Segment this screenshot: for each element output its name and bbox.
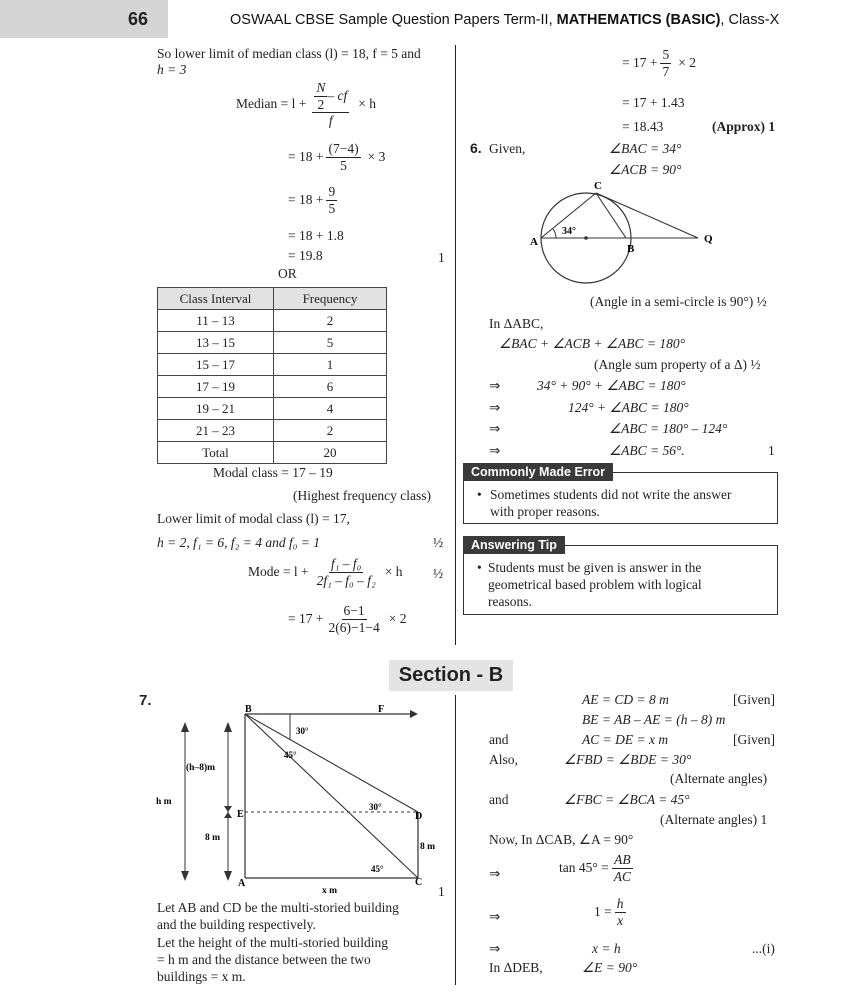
table-row: 21 – 23 2 bbox=[158, 420, 387, 442]
implies-arrow: ⇒ bbox=[489, 866, 501, 881]
q7-r-also: Also, bbox=[489, 752, 518, 767]
answering-tip-line2: geometrical based problem with logical bbox=[488, 577, 702, 592]
tan45-eq: tan 45° = $\frac{AB}{AC}$ bbox=[559, 852, 632, 884]
implies-arrow: ⇒ bbox=[489, 941, 501, 956]
q7-r-l5: ∠FBC = ∠BCA = 45° bbox=[564, 792, 690, 807]
median-intro-line1: So lower limit of median class (l) = 18, f = 5 and bbox=[157, 46, 421, 61]
answering-tip-title: Answering Tip bbox=[463, 536, 565, 554]
highest-frequency-note: (Highest frequency class) bbox=[293, 488, 431, 503]
table-row: 15 – 17 1 bbox=[158, 354, 387, 376]
q7-r-now: Now, In ΔCAB, ∠A = 90° bbox=[489, 832, 634, 847]
or-label: OR bbox=[278, 266, 297, 281]
in-triangle-abc: In ΔABC, bbox=[489, 316, 544, 331]
table-row: 17 – 19 6 bbox=[158, 376, 387, 398]
q7-text-line3: Let the height of the multi-storied building bbox=[157, 935, 388, 950]
median-mark: 1 bbox=[438, 250, 445, 265]
dim-left-mid2 bbox=[224, 812, 232, 818]
q6-number: 6. bbox=[470, 140, 482, 156]
point-e-label: E bbox=[237, 809, 244, 820]
table-row: 11 – 13 2 bbox=[158, 310, 387, 332]
modal-lower-limit: Lower limit of modal class (l) = 17, bbox=[157, 511, 350, 526]
table-header-frequency: Frequency bbox=[274, 288, 387, 310]
angle-34-label: 34° bbox=[562, 226, 576, 237]
q7-number: 7. bbox=[139, 692, 152, 709]
page-number-box bbox=[0, 0, 168, 38]
mode-step2: = 17 + $\frac{6-1}{2(6)-1-4}$ × 2 bbox=[288, 603, 407, 635]
section-heading: Section - B bbox=[389, 660, 513, 691]
in-triangle-deb: In ΔDEB, bbox=[489, 960, 543, 975]
q7-r-l4: ∠FBD = ∠BDE = 30° bbox=[564, 752, 692, 767]
q6-given-angle2: ∠ACB = 90° bbox=[609, 162, 682, 177]
q7-fig-mark: 1 bbox=[438, 884, 445, 899]
common-error-title: Commonly Made Error bbox=[463, 463, 613, 481]
median-intro-line2: h = 3 bbox=[157, 62, 187, 77]
common-error-line2: with proper reasons. bbox=[490, 504, 600, 519]
median-step3: = 18 + $\frac{9}{5}$ bbox=[288, 184, 336, 216]
line-bc bbox=[245, 714, 418, 878]
q7-r-alt1: (Alternate angles) bbox=[670, 771, 768, 786]
dim-left-mid bbox=[224, 806, 232, 812]
label-h-minus-8: (h–8)m bbox=[186, 763, 216, 773]
q7-r-l1-note: [Given] bbox=[733, 692, 775, 707]
column-divider-bottom bbox=[455, 695, 456, 985]
point-f-label: F bbox=[378, 704, 385, 715]
median-step4: = 18 + 1.8 bbox=[288, 228, 344, 243]
point-c-label: C bbox=[415, 877, 423, 888]
angle-30-top: 30° bbox=[296, 726, 309, 736]
page-number: 66 bbox=[128, 9, 149, 29]
point-d-label: D bbox=[415, 811, 423, 822]
q7-r-l3-note: [Given] bbox=[733, 732, 775, 747]
header-title: OSWAAL CBSE Sample Question Papers Term-II, MATHEMATICS (BASIC), Class-X bbox=[230, 12, 780, 28]
answering-tip-bullet: • bbox=[477, 560, 482, 575]
angle-45-top: 45° bbox=[284, 750, 297, 760]
q7-text-line5: buildings = x m. bbox=[157, 969, 246, 984]
angle-sum-note: (Angle sum property of a Δ) ½ bbox=[594, 357, 761, 372]
center-point bbox=[584, 236, 588, 240]
q7-r-alt2: (Alternate angles) 1 bbox=[660, 812, 768, 827]
common-error-line1: Sometimes students did not write the answer bbox=[490, 487, 732, 502]
table-row-total: Total 20 bbox=[158, 442, 387, 464]
mode-formula: Mode = l + $\frac{\text{f₁ – f₀}}{\text{2f₁ – f₀ – f₂}}$ × h bbox=[248, 556, 403, 588]
label-hm: h m bbox=[156, 797, 172, 807]
q7-r-l3: AC = DE = x m bbox=[582, 732, 669, 747]
table-header-class: Class Interval bbox=[158, 288, 274, 310]
arrow-f bbox=[410, 710, 418, 718]
point-b-label: B bbox=[627, 243, 635, 255]
q7-r-and2: and bbox=[489, 792, 509, 807]
table-row: 19 – 21 4 bbox=[158, 398, 387, 420]
column-divider-top bbox=[455, 45, 456, 645]
point-c-label: C bbox=[594, 180, 602, 192]
median-formula: Median = l + $\frac{N}{2}$ – cf f × h bbox=[236, 80, 376, 129]
mode-step5: = 18.43 bbox=[622, 119, 664, 134]
angle-e-90: ∠E = 90° bbox=[582, 960, 638, 975]
common-error-bullet: • bbox=[477, 487, 482, 502]
point-a-label: A bbox=[530, 236, 538, 248]
implies-arrow: ⇒ bbox=[489, 421, 501, 436]
q6-eq1: ∠BAC + ∠ACB + ∠ABC = 180° bbox=[499, 336, 686, 351]
mode-step3: = 17 + $\frac{5}{7}$ × 2 bbox=[622, 47, 696, 79]
median-step2: = 18 + $\frac{(7-4)}{5}$ × 3 bbox=[288, 141, 386, 173]
angle-arc bbox=[553, 229, 556, 238]
angle-45-c: 45° bbox=[371, 864, 384, 874]
q6-eq5: ∠ABC = 56°. bbox=[609, 443, 685, 458]
implies-arrow: ⇒ bbox=[489, 378, 501, 393]
q7-text-line1: Let AB and CD be the multi-storied building bbox=[157, 900, 399, 915]
q6-mark: 1 bbox=[768, 443, 775, 458]
label-8m-right: 8 m bbox=[420, 842, 436, 852]
equation-ref: ...(i) bbox=[752, 941, 775, 956]
implies-arrow: ⇒ bbox=[489, 443, 501, 458]
circle-tangent-figure bbox=[520, 178, 730, 288]
q7-text-line4: = h m and the distance between the two bbox=[157, 952, 371, 967]
semi-circle-note: (Angle in a semi-circle is 90°) ½ bbox=[590, 294, 767, 309]
q6-eq4: ∠ABC = 180° – 124° bbox=[609, 421, 728, 436]
modal-params: h = 2, f₁ = 6, f₂ = 4 and f₀ = 1 bbox=[157, 535, 321, 550]
table-header-row bbox=[158, 288, 387, 310]
implies-arrow: ⇒ bbox=[489, 909, 501, 924]
approx-mark: (Approx) 1 bbox=[712, 119, 776, 134]
dim-left-up bbox=[224, 722, 232, 732]
dim-left-down bbox=[224, 871, 232, 881]
table-row: 13 – 15 5 bbox=[158, 332, 387, 354]
x-equals-h: x = h bbox=[592, 941, 621, 956]
height-distance-figure bbox=[150, 700, 450, 900]
mode-step4: = 17 + 1.43 bbox=[622, 95, 685, 110]
modal-class: Modal class = 17 – 19 bbox=[213, 465, 333, 480]
q7-r-l1: AE = CD = 8 m bbox=[582, 692, 669, 707]
answering-tip-line1: Students must be given is answer in the bbox=[488, 560, 702, 575]
q6-eq3: 124° + ∠ABC = 180° bbox=[568, 400, 689, 415]
q7-text-line2: and the building respectively. bbox=[157, 917, 316, 932]
answering-tip-line3: reasons. bbox=[488, 594, 532, 609]
label-8m-left: 8 m bbox=[205, 833, 221, 843]
implies-arrow: ⇒ bbox=[489, 400, 501, 415]
angle-30-d: 30° bbox=[369, 802, 382, 812]
point-a-label: A bbox=[238, 878, 246, 889]
dim-h-down bbox=[181, 871, 189, 881]
q7-r-l2: BE = AB – AE = (h – 8) m bbox=[582, 712, 726, 727]
q7-r-and1: and bbox=[489, 732, 509, 747]
line-bd bbox=[245, 714, 418, 812]
point-b-label: B bbox=[245, 704, 252, 715]
q6-given-angle1: ∠BAC = 34° bbox=[609, 141, 682, 156]
one-eq: 1 = $\frac{h}{x}$ bbox=[594, 896, 624, 928]
q6-given: Given, bbox=[489, 141, 526, 156]
half-mark-2: ½ bbox=[433, 566, 444, 581]
median-step5: = 19.8 bbox=[288, 248, 323, 263]
half-mark-1: ½ bbox=[433, 535, 444, 550]
frequency-table bbox=[157, 287, 387, 464]
dim-h-up bbox=[181, 722, 189, 732]
q6-eq2: 34° + 90° + ∠ABC = 180° bbox=[537, 378, 686, 393]
label-xm: x m bbox=[322, 886, 338, 896]
point-q-label: Q bbox=[704, 233, 713, 245]
